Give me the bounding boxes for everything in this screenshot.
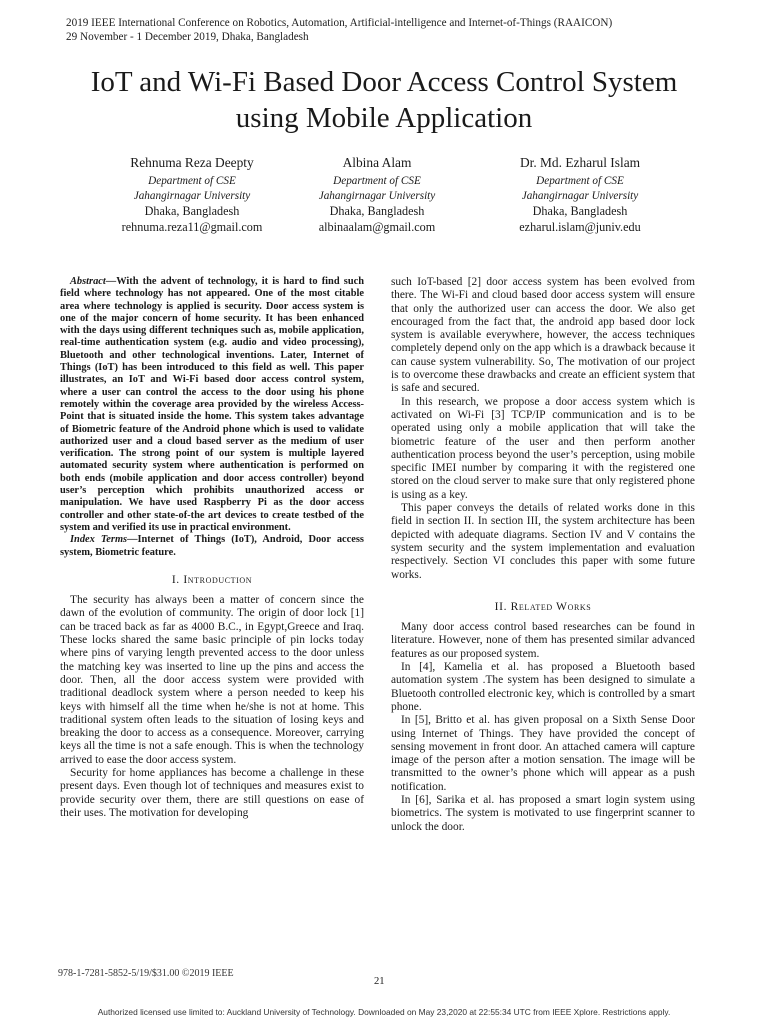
author-city: Dhaka, Bangladesh — [144, 204, 240, 219]
title-line-1: IoT and Wi-Fi Based Door Access Control System — [90, 66, 678, 98]
index-terms-label: Index Terms — [70, 534, 128, 546]
abstract-label: Abstract — [70, 276, 106, 287]
author-dept: Department of CSE — [148, 175, 236, 187]
right-column — [391, 276, 695, 834]
abstract — [60, 276, 364, 559]
conference-header — [66, 16, 612, 44]
abstract-text: —With the advent of technology, it is hard to find such field where technology has not appeared. One of the most citable area where technology is applied is security. Door access system is one of the major concern of home security. It has been enhanced with the days using different techniques such as, mobile application, real-time authentication system (e.g. audio and video processing), Bluetooth and other technological inventions. Later, Internet of Things (IoT) has been introduced to this field as well. This paper illustrates, an IoT and Wi-Fi based door access control system, where a user can control the access to the door using his phone remotely within the coverage area provided by the wireless Access-Point that is situated inside the home. This system takes advantage of Biometric feature of the Android phone which is used to validate authorized user and a cloud based server as the medium of user verification. The strong point of our system is multiple layered automated security system where authentication is performed on both ends (mobile application and door access controller) beyond user’s perception which prohibits unauthorized access or manipulation. We have used Raspberry Pi as the door access controller and other state-of-the art devices to create testbed of the system and verified its use in practical environment. — [60, 276, 364, 533]
copyright-line: 978-1-7281-5852-5/19/$31.00 ©2019 IEEE — [58, 968, 234, 979]
index-terms-text: —Internet of Things (IoT), Android, Door access system, Biometric feature. — [60, 534, 364, 558]
author-email: albinaalam@gmail.com — [318, 219, 436, 234]
author-block-2 — [267, 154, 487, 235]
paper-title — [40, 64, 728, 136]
section-heading-introduction: I. Introduction — [171, 572, 253, 586]
section-heading-related-works: II. Related Works — [494, 599, 592, 613]
conference-dates: 29 November - 1 December 2019, Dhaka, Bangladesh — [66, 31, 309, 43]
related-paragraph-4: In [6], Sarika et al. has proposed a smart login system using biometrics. The system is motivated to use fingerprint scanner to unlock the door. — [391, 793, 695, 833]
intro-paragraph-3: such IoT-based [2] door access system has been evolved from there. The Wi-Fi and cloud based door access system will ensure that only the authorized user can access the door. We also get encouraged from the fact that, the android app based door lock system is available everywhere, however, the access techniques completely depend only on the app which is a drawback because it can cause system vulnerability. So, The motivation of our project is to overcome these drawbacks and create an efficient system that is safe and secured. — [391, 276, 695, 395]
intro-paragraph-5: This paper conveys the details of related works done in this field in section II. In section III, the system architecture has been depicted with adequate diagrams. Section IV and V contains the system security and the system implementation and evaluation respectively. Section VI concludes this paper with some future works. — [391, 502, 695, 581]
intro-paragraph-1: The security has always been a matter of concern since the dawn of the evolution of community. The origin of door lock [1] can be traced back as far as 4000 B.C., in Egypt,Greece and Iraq. These locks shared the same basic principle of pin locks today where pins of varying length prevented access to the door unless the matching key was inserted to line up the pins and access the door. Then, all the door access system were provided with traditional deadlock system where a person needed to keep his keys with himself all the time when he/she is not at home. This traditional system often leads to the situation of losing keys and breaking the door to access as a consequence. Moreover, carrying keys all the time is not a safe enough. This is when the technology arrived to ease the door access system. — [60, 594, 364, 766]
author-name: Rehnuma Reza Deepty — [130, 155, 254, 170]
author-city: Dhaka, Bangladesh — [329, 204, 425, 219]
left-column — [60, 276, 364, 820]
title-line-2: using Mobile Application — [235, 102, 533, 134]
author-email: rehnuma.reza11@gmail.com — [121, 219, 263, 234]
intro-paragraph-2: Security for home appliances has become a challenge in these present days. Even though lot of techniques and measures exist to provide security over them, there are still questions on ease of their uses. The motivation for developing — [60, 766, 364, 819]
author-dept: Department of CSE — [333, 175, 421, 187]
related-paragraph-1: Many door access control based researches can be found in literature. However, none of them has presented similar advanced features as our proposed system. — [391, 621, 695, 660]
author-name: Albina Alam — [342, 155, 412, 170]
author-univ: Jahangirnagar University — [318, 190, 436, 203]
license-notice: Authorized licensed use limited to: Auckland University of Technology. Downloaded on May 23,2020 at 22:55:34 UTC from IEEE Xplore. Restrictions apply. — [97, 1007, 671, 1017]
author-block-3 — [470, 154, 690, 235]
author-email: ezharul.islam@juniv.edu — [519, 219, 641, 234]
related-paragraph-3: In [5], Britto et al. has given proposal on a Sixth Sense Door using Internet of Things. They have provided the concept of sensing movement in front door. An attached camera will capture image of the person after a motion sensation. The image will be transmitted to the owner’s phone which will appear as a push notification. — [391, 714, 695, 793]
page-number: 21 — [374, 976, 385, 987]
author-univ: Jahangirnagar University — [133, 190, 251, 203]
author-univ: Jahangirnagar University — [521, 190, 639, 203]
related-paragraph-2: In [4], Kamelia et al. has proposed a Bluetooth based automation system .The system has been designed to simulate a Bluetooth controlled electronic key, which is controlled by a smart phone. — [391, 661, 695, 713]
author-city: Dhaka, Bangladesh — [532, 204, 628, 219]
conference-name: 2019 IEEE International Conference on Robotics, Automation, Artificial-intelligence and Internet-of-Things (RAAICON) — [66, 17, 613, 29]
author-name: Dr. Md. Ezharul Islam — [519, 155, 641, 170]
author-dept: Department of CSE — [536, 175, 624, 187]
intro-paragraph-4: In this research, we propose a door access system which is activated on Wi-Fi [3] TCP/IP communication and is to be operated using only a mobile application that will take the biometric feature of the user and then perform another authentication process beyond the user’s perception, using mobile specific IMEI number by comparing it with the registered one stored on the cloud server to make sure that only registered phone is using as a key. — [391, 395, 695, 501]
